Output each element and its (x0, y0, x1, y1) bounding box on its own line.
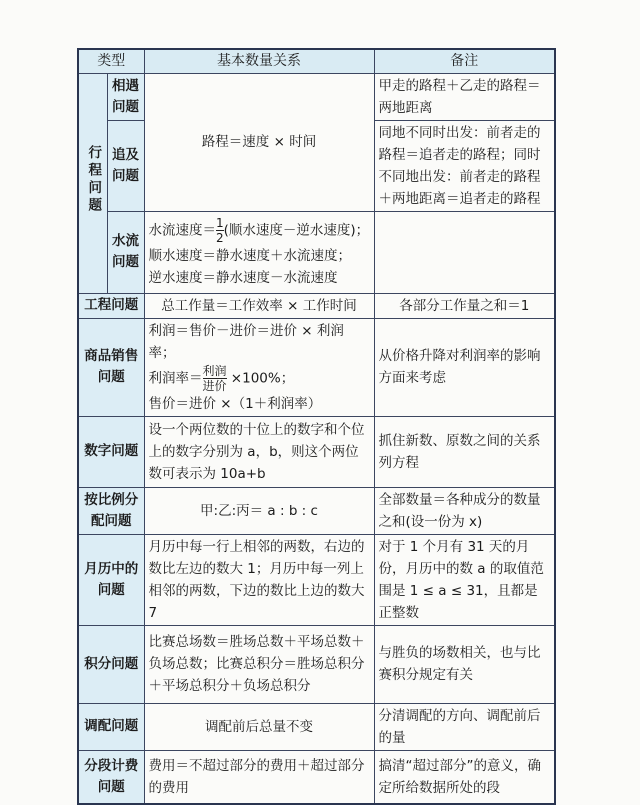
calendar-note: 对于 1 个月有 31 天的月份，月历中的数 a 的取值范围是 1 ≤ a ≤ 31，且都是正整数 (374, 534, 555, 625)
ratio-label: 按比例分配问题 (78, 487, 144, 534)
travel-relation: 路程＝速度 × 时间 (144, 73, 374, 211)
fraction-profit-rate: $\frac{\text{利润}}{\text{进价}}$ (202, 363, 227, 393)
score-relation: 比赛总场数＝胜场总数＋平场总数＋负场总数；比赛总积分＝胜场总积分＋平场总积分＋负场总积分 (144, 625, 374, 703)
allocate-relation: 调配前后总量不变 (144, 703, 374, 750)
ratio-note: 全部数量＝各种成分的数量之和(设一份为 x) (374, 487, 555, 534)
water-line2: 顺水速度＝静水速度＋水流速度； (148, 247, 351, 264)
water-relation (144, 211, 374, 293)
allocate-label: 调配问题 (78, 703, 144, 750)
work-label: 工程问题 (78, 293, 144, 318)
fraction-half: $\frac{1}{2}$ (216, 215, 224, 245)
sales-note: 从价格升降对利润率的影响方面来考虑 (374, 318, 555, 416)
chase-label: 追及问题 (107, 120, 144, 211)
sales-line2-b: ×100%； (226, 370, 295, 386)
digit-label: 数字问题 (78, 416, 144, 487)
calendar-label: 月历中的问题 (78, 534, 144, 625)
tiered-note: 搞清“超过部分”的意义，确定所给数据所处的段 (374, 750, 555, 804)
score-note: 与胜负的场数相关，也与比赛积分规定有关 (374, 625, 555, 703)
ratio-relation: 甲:乙:丙＝ a : b : c (144, 487, 374, 534)
travel-group-label: 行程问题 (85, 144, 102, 215)
word-problem-table (77, 48, 556, 805)
sales-label: 商品销售问题 (78, 318, 144, 416)
calendar-relation: 月历中每一行上相邻的两数，右边的数比左边的数大 1；月历中每一列上相邻的两数，下边的数比上边的数大 7 (144, 534, 374, 625)
header-note: 备注 (374, 49, 555, 73)
sales-line3: 售价＝进价 ×（1＋利润率） (148, 395, 322, 412)
water-note (374, 211, 555, 293)
chase-note: 同地不同时出发：前者走的路程＝追者走的路程；同时不同地出发：前者走的路程＋两地距离＝追者走的路程 (374, 120, 555, 211)
work-relation: 总工作量＝工作效率 × 工作时间 (144, 293, 374, 318)
meet-label: 相遇问题 (107, 73, 144, 120)
work-note: 各部分工作量之和＝1 (374, 293, 555, 318)
water-label: 水流问题 (107, 211, 144, 293)
water-line3: 逆水速度＝静水速度－水流速度 (148, 269, 338, 286)
digit-note: 抓住新数、原数之间的关系列方程 (374, 416, 555, 487)
sales-line2-a: 利润率＝ (148, 370, 203, 386)
header-type: 类型 (78, 49, 144, 73)
allocate-note: 分清调配的方向、调配前后的量 (374, 703, 555, 750)
header-relation: 基本数量关系 (144, 49, 374, 73)
water-line1-a: 水流速度＝ (148, 222, 216, 238)
sales-line1: 利润＝售价－进价＝进价 × 利润率； (148, 322, 344, 361)
water-line1-b: (顺水速度－逆水速度)； (223, 222, 370, 238)
meet-note: 甲走的路程＋乙走的路程＝两地距离 (374, 73, 555, 120)
tiered-relation: 费用＝不超过部分的费用＋超过部分的费用 (144, 750, 374, 804)
tiered-label: 分段计费问题 (78, 750, 144, 804)
sales-relation (144, 318, 374, 416)
digit-relation: 设一个两位数的十位上的数字和个位上的数字分别为 a，b，则这个两位数可表示为 10a+b (144, 416, 374, 487)
score-label: 积分问题 (78, 625, 144, 703)
